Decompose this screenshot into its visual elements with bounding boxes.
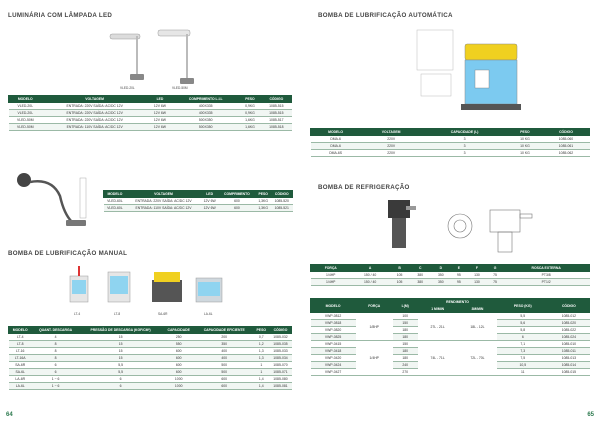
cell: 1085-035 xyxy=(269,341,291,348)
col-header: ROSCA EXTERNA xyxy=(503,265,590,272)
table-row xyxy=(9,362,292,369)
cell: 500 xyxy=(195,362,253,369)
cell: 600 xyxy=(162,362,195,369)
caption-lt4: LT-4 xyxy=(74,312,81,316)
cell: 1 xyxy=(253,369,269,376)
manual-pump-table xyxy=(8,326,292,390)
cell: 1 ~ 6 xyxy=(32,376,79,383)
table-row xyxy=(311,279,590,286)
table-row xyxy=(311,272,590,279)
col-subheader: 3M/MIN xyxy=(458,306,498,313)
cell: LA-6R xyxy=(9,376,32,383)
cell: VLED-60L xyxy=(104,198,127,205)
cell: VWP-0820 xyxy=(311,327,356,334)
col-header: B xyxy=(389,265,410,272)
cell: VLED-20L xyxy=(9,103,43,110)
pump-lt4-icon xyxy=(70,266,88,302)
col-header: F xyxy=(467,265,488,272)
cell: 1,6KG xyxy=(239,117,261,124)
col-header: CÓDIGO xyxy=(271,191,292,198)
cell: 1085-013 xyxy=(548,355,589,362)
cell: 95 xyxy=(451,279,467,286)
cell: 1,3KG xyxy=(255,198,271,205)
col-header: LED xyxy=(147,96,172,103)
cell: VLED-20L xyxy=(9,110,43,117)
cell: LT-4 xyxy=(9,334,32,341)
cell: 15 xyxy=(79,355,162,362)
col-header: CÓDIGO xyxy=(269,327,291,334)
cell: ENTRADA: 220V SAÍDA: AC/DC 12V xyxy=(126,198,200,205)
cell: 12V 6W xyxy=(201,198,219,205)
cell: 550 xyxy=(162,341,195,348)
coolant-table-body xyxy=(311,313,590,376)
cell: 350 xyxy=(195,341,253,348)
col-header: CÓDIGO xyxy=(548,299,589,313)
page-number-right: 65 xyxy=(587,412,594,418)
col-header: CAPACIDADE xyxy=(162,327,195,334)
table-row xyxy=(9,110,292,117)
led-gooseneck-table xyxy=(103,190,293,212)
col-header: MODELO xyxy=(9,327,32,334)
table-row xyxy=(104,198,293,205)
cell: 1085-010 xyxy=(548,341,589,348)
col-header: CÓDIGO xyxy=(261,96,291,103)
cell: 150 / 40 xyxy=(351,279,389,286)
cell: 250 xyxy=(162,334,195,341)
cell: 6 xyxy=(32,362,79,369)
cell: LA-6L xyxy=(9,383,32,390)
page-number-left: 64 xyxy=(6,412,13,418)
cell: 240 xyxy=(393,362,418,369)
cell: 1085-032 xyxy=(269,334,291,341)
cell: 7,1 xyxy=(497,341,548,348)
cell: 1085-520 xyxy=(271,198,292,205)
col-header: MODELO xyxy=(311,299,356,313)
gooseneck-lamp-image xyxy=(12,166,97,231)
cell: 1085-020 xyxy=(548,320,589,327)
cell: 1,4 xyxy=(253,383,269,390)
auto-pump-table xyxy=(310,128,590,157)
col-header: CÓDIGO xyxy=(542,129,589,136)
col-header: PESO xyxy=(255,191,271,198)
cell: 1 ~ 6 xyxy=(32,383,79,390)
cell: 8 xyxy=(32,355,79,362)
cell: 12V 6W xyxy=(147,110,172,117)
cell: 130 xyxy=(467,279,488,286)
cell: VWP-0424 xyxy=(311,362,356,369)
right-page xyxy=(300,0,600,424)
cell: 1085-014 xyxy=(548,362,589,369)
cell: ENTRADA: 220V SAÍDA: AC/DC 12V xyxy=(42,117,147,124)
table-row xyxy=(311,150,590,157)
manual-table-body xyxy=(9,334,292,390)
cell: 1085-518 xyxy=(261,124,291,131)
cell: PT1/2 xyxy=(503,279,590,286)
cell: 8 xyxy=(32,341,79,348)
coolant-pump-drawing-icon xyxy=(448,210,532,252)
cell: 12V 6W xyxy=(147,117,172,124)
cell: 27L - 21L xyxy=(418,313,458,341)
cell: 10 KG xyxy=(508,143,543,150)
cell: 75 xyxy=(487,279,503,286)
section-title-auto-pump: BOMBA DE LUBRIFICAÇÃO AUTOMÁTICA xyxy=(318,12,453,19)
cell: 3 xyxy=(422,136,508,143)
cell: 75 xyxy=(487,272,503,279)
cell: 1085-071 xyxy=(269,369,291,376)
cell: ENTRADA: 110V SAÍDA: AC/DC 12V xyxy=(42,124,147,131)
cell: 1085-515 xyxy=(261,110,291,117)
cell: 600 xyxy=(195,383,253,390)
cell: 1,2 xyxy=(253,341,269,348)
cell: 10 KG xyxy=(508,150,543,157)
section-title-led-lamp: LUMINÁRIA COM LÂMPADA LED xyxy=(8,12,113,19)
cell: 18L - 12L xyxy=(458,313,498,341)
cell: 380 xyxy=(410,272,431,279)
table-row xyxy=(9,341,292,348)
table-row xyxy=(9,383,292,390)
cell: VWP-0818 xyxy=(311,320,356,327)
cell: SA-6R xyxy=(9,362,32,369)
col-header: D xyxy=(431,265,452,272)
col-header: COMPRIMENTO L.I.L xyxy=(173,96,239,103)
cell: 350 xyxy=(431,279,452,286)
caption-sa6r: SA-6R xyxy=(158,312,168,316)
cell: 1000 xyxy=(162,383,195,390)
caption-la6l: LA-6L xyxy=(204,312,213,316)
table-row xyxy=(9,117,292,124)
table-row xyxy=(311,313,590,320)
col-header: PESO (KG) xyxy=(497,299,548,313)
cell: VWP-0418 xyxy=(311,348,356,355)
cell: 1085-024 xyxy=(548,334,589,341)
cell: PT3/8 xyxy=(503,272,590,279)
cell: 6 xyxy=(497,334,548,341)
cell: 5,8 xyxy=(497,327,548,334)
table-row xyxy=(9,124,292,131)
cell: 1/8HP xyxy=(356,313,393,341)
col-header: E xyxy=(451,265,467,272)
cell: 500X350 xyxy=(173,124,239,131)
cell: 7,3 xyxy=(497,348,548,355)
coolant-model-table xyxy=(310,298,590,376)
auto-pump-image xyxy=(415,24,525,116)
cell: 1085-061 xyxy=(542,143,589,150)
cell: 1085-062 xyxy=(542,150,589,157)
caption-lt8: LT-8 xyxy=(114,312,121,316)
cell: 5,5 xyxy=(497,313,548,320)
cell: 1/4HP xyxy=(311,279,351,286)
cell: ENTRADA: 220V SAÍDA: AC/DC 12V xyxy=(42,103,147,110)
lamp-head-icon xyxy=(17,173,31,187)
cell: 400 xyxy=(195,355,253,362)
table-row xyxy=(311,136,590,143)
pump-la6l-icon xyxy=(196,278,222,302)
cell: 72L - 70L xyxy=(458,341,498,376)
cell: 15 xyxy=(79,348,162,355)
cell: 0,9KG xyxy=(239,103,261,110)
cell: 1,3 xyxy=(253,355,269,362)
cell: VWP-0415 xyxy=(311,341,356,348)
cell: 1 xyxy=(253,362,269,369)
cell: VWP-0825 xyxy=(311,334,356,341)
cell: VLED-50M xyxy=(9,124,43,131)
cell: 1,3KG xyxy=(255,205,271,212)
cell: 3 xyxy=(422,150,508,157)
col-header: CAPACIDADE (L) xyxy=(422,129,508,136)
cell: 15 xyxy=(79,341,162,348)
cell: 180 xyxy=(393,327,418,334)
cell: 10,5 xyxy=(497,362,548,369)
col-header: PRESSÃO DE DESCARGA (KGF/CM²) xyxy=(79,327,162,334)
col-header: VOLTAGEM xyxy=(42,96,147,103)
cell: VWP-0427 xyxy=(311,369,356,376)
cell: 150 xyxy=(393,341,418,348)
cell: 1085-060 xyxy=(542,136,589,143)
cell: 11 xyxy=(497,369,548,376)
cell: 150 / 40 xyxy=(351,272,389,279)
cell: DMA-6 xyxy=(311,136,361,143)
col-header: LED xyxy=(201,191,219,198)
col-header: L(M) xyxy=(393,299,418,313)
lamp-vled20l-icon xyxy=(110,34,144,80)
col-header: PESO xyxy=(239,96,261,103)
table-row xyxy=(9,103,292,110)
col-header: MODELO xyxy=(311,129,361,136)
col-header: VOLTAGEM xyxy=(361,129,422,136)
cell: 400X335 xyxy=(173,103,239,110)
coolant-pump-images xyxy=(320,196,590,256)
cell: 180 xyxy=(393,355,418,362)
cell: 500 xyxy=(195,369,253,376)
cell: 1085-022 xyxy=(548,327,589,334)
cell: 1085-515 xyxy=(261,103,291,110)
cell: 4 xyxy=(32,334,79,341)
cell: 1085-081 xyxy=(269,383,291,390)
cell: 500X350 xyxy=(173,117,239,124)
cell: ENTRADA: 110V SAÍDA: AC/DC 12V xyxy=(126,205,200,212)
cell: 600 xyxy=(219,205,256,212)
col-header: VOLTAGEM xyxy=(126,191,200,198)
cell: 105 xyxy=(389,272,410,279)
cell: 15 xyxy=(79,334,162,341)
cell: 1085-034 xyxy=(269,355,291,362)
col-header: CAPACIDADE EFICIENTE xyxy=(195,327,253,334)
cell: 3 xyxy=(422,143,508,150)
cell: 5,6 xyxy=(497,320,548,327)
led-lamp-images xyxy=(100,26,210,88)
cell: LT-16A xyxy=(9,355,32,362)
col-header: FORÇA xyxy=(356,299,393,313)
cell: 1/4HP xyxy=(356,341,393,376)
cell: 105 xyxy=(389,279,410,286)
cell: 1085-015 xyxy=(548,369,589,376)
cell: VWP-0812 xyxy=(311,313,356,320)
table-row xyxy=(311,143,590,150)
cell: DMA-6S xyxy=(311,150,361,157)
cell: 12V 6W xyxy=(147,124,172,131)
col-header: COMPRIMENTO xyxy=(219,191,256,198)
manual-pump-images xyxy=(60,262,230,310)
lamp-vled50m-icon xyxy=(158,30,194,84)
cell: 1085-033 xyxy=(269,348,291,355)
cell: 180 xyxy=(393,334,418,341)
cell: 600 xyxy=(162,348,195,355)
led-lamp-table xyxy=(8,95,292,131)
cell: LT-8 xyxy=(9,341,32,348)
cell: 220V xyxy=(361,143,422,150)
table-row xyxy=(104,205,293,212)
cell: 400 xyxy=(195,348,253,355)
section-title-manual-pump: BOMBA DE LUBRIFICAÇÃO MANUAL xyxy=(8,250,128,257)
cell: 1085-070 xyxy=(269,362,291,369)
cell: LT-16 xyxy=(9,348,32,355)
cell: 1,4 xyxy=(253,376,269,383)
cell: 350 xyxy=(431,272,452,279)
table-row xyxy=(9,334,292,341)
table-row xyxy=(9,369,292,376)
table-row xyxy=(311,341,590,348)
pump-sa6r-icon xyxy=(152,272,182,302)
cell: 600 xyxy=(195,376,253,383)
cell: 1000 xyxy=(162,376,195,383)
cell: 1085-011 xyxy=(548,348,589,355)
cell: 5,5 xyxy=(79,362,162,369)
cell: 180 xyxy=(393,348,418,355)
cell: 1085-080 xyxy=(269,376,291,383)
caption-vled50m: VLED-50M xyxy=(172,86,188,90)
col-header: QUANT. DESCARGA xyxy=(32,327,79,334)
cell: ENTRADA: 220V SAÍDA: AC/DC 12V xyxy=(42,110,147,117)
cell: SA-6L xyxy=(9,369,32,376)
cell: VLED-60L xyxy=(104,205,127,212)
cell: 600 xyxy=(162,355,195,362)
cell: 0,9KG xyxy=(239,110,261,117)
cell: 270 xyxy=(393,369,418,376)
col-header: MODELO xyxy=(9,96,43,103)
cell: VLED-50M xyxy=(9,117,43,124)
col-header: G xyxy=(487,265,503,272)
cell: 130 xyxy=(467,272,488,279)
cell: 6 xyxy=(32,369,79,376)
caption-vled20l: VLED-20L xyxy=(120,86,135,90)
cell: 1/4HP xyxy=(311,272,351,279)
cell: 220V xyxy=(361,150,422,157)
cell: 600 xyxy=(219,198,256,205)
cell: 6 xyxy=(79,376,162,383)
col-header: MODELO xyxy=(104,191,127,198)
cell: DMA-6 xyxy=(311,143,361,150)
cell: VWP-0420 xyxy=(311,355,356,362)
coolant-dimension-table xyxy=(310,264,590,286)
cell: 6 xyxy=(79,383,162,390)
pump-lt8-icon xyxy=(108,272,130,302)
coolant-pump-photo-icon xyxy=(388,200,416,248)
cell: 95 xyxy=(451,272,467,279)
cell: 74L - 71L xyxy=(418,341,458,376)
col-header: FORÇA xyxy=(311,265,351,272)
cell: 10 KG xyxy=(508,136,543,143)
table-row xyxy=(9,355,292,362)
cell: 150 xyxy=(393,320,418,327)
cell: 12V 6W xyxy=(201,205,219,212)
col-header: RENDIMENTO xyxy=(418,299,498,306)
cell: 400X335 xyxy=(173,110,239,117)
cell: 7,5 xyxy=(497,355,548,362)
table-row xyxy=(9,348,292,355)
cell: 600 xyxy=(162,369,195,376)
table-row xyxy=(9,376,292,383)
cell: 1085-012 xyxy=(548,313,589,320)
cell: 0,7 xyxy=(253,334,269,341)
cell: 1085-517 xyxy=(261,117,291,124)
cell: 12V 6W xyxy=(147,103,172,110)
cell: 200 xyxy=(195,334,253,341)
cell: 1,6KG xyxy=(239,124,261,131)
col-header: C xyxy=(410,265,431,272)
cell: 8 xyxy=(32,348,79,355)
col-header: A xyxy=(351,265,389,272)
cell: 380 xyxy=(410,279,431,286)
col-subheader: 1 M/MIN xyxy=(418,306,458,313)
cell: 100 xyxy=(393,313,418,320)
cell: 1085-521 xyxy=(271,205,292,212)
col-header: PESO xyxy=(508,129,543,136)
section-title-coolant-pump: BOMBA DE REFRIGERAÇÃO xyxy=(318,184,410,191)
col-header: PESO xyxy=(253,327,269,334)
cell: 5,5 xyxy=(79,369,162,376)
cell: 220V xyxy=(361,136,422,143)
cell: 1,3 xyxy=(253,348,269,355)
